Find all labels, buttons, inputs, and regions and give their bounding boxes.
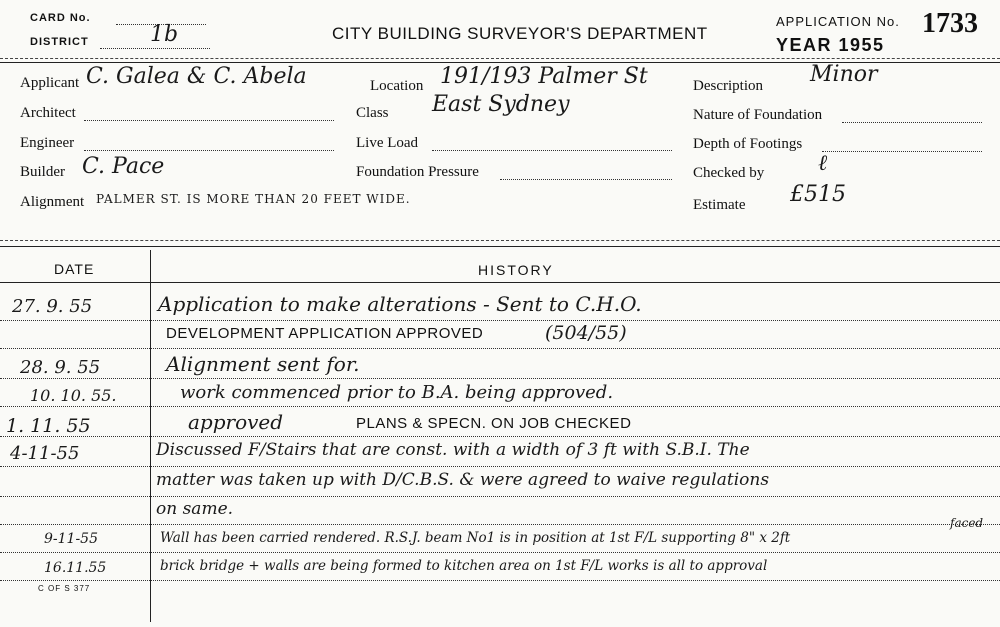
- estimate-label: Estimate: [693, 197, 746, 213]
- architect-label: Architect: [20, 105, 76, 121]
- history-stamp: PLANS & SPECN. ON JOB CHECKED: [356, 415, 632, 432]
- row-rule: [0, 378, 1000, 379]
- history-text: approved: [188, 410, 284, 434]
- foundation-pressure-line: [500, 179, 672, 180]
- card-no-label: CARD No.: [30, 12, 91, 24]
- estimate-value: £515: [790, 182, 846, 207]
- history-text: on same.: [156, 499, 234, 519]
- history-text: brick bridge + walls are being formed to kitchen area on 1st F/L works is all to approval: [160, 558, 768, 574]
- nature-foundation-label: Nature of Foundation: [693, 107, 823, 123]
- year-label: YEAR 1955: [776, 35, 885, 55]
- history-text: Application to make alterations - Sent to C.H.O.: [158, 292, 642, 316]
- row-rule: [0, 466, 1000, 467]
- date-column-header: DATE: [54, 261, 95, 277]
- live-load-line: [432, 150, 672, 151]
- applicant-label: Applicant: [20, 75, 80, 91]
- history-note: (504/55): [545, 322, 627, 344]
- builder-label: Builder: [20, 164, 65, 180]
- class-value: East Sydney: [432, 92, 570, 117]
- row-rule: [0, 406, 1000, 407]
- alignment-value: PALMER ST. IS MORE THAN 20 FEET WIDE.: [96, 192, 411, 206]
- description-value: Minor: [810, 62, 878, 87]
- history-date: 4-11-55: [10, 443, 80, 464]
- checked-by-label: Checked by: [693, 165, 765, 181]
- depth-footings-label: Depth of Footings: [693, 136, 803, 152]
- location-value: 191/193 Palmer St: [440, 64, 648, 89]
- engineer-line: [84, 150, 334, 151]
- history-text: work commenced prior to B.A. being approved.: [180, 382, 614, 403]
- application-number: 1733: [922, 8, 978, 39]
- fields-divider-2: [0, 246, 1000, 247]
- history-date: 9-11-55: [44, 531, 98, 547]
- history-text: Wall has been carried rendered. R.S.J. beam No1 is in position at 1st F/L supporting 8" x 2ft: [160, 530, 791, 546]
- history-date: 28. 9. 55: [20, 357, 101, 378]
- row-rule: [0, 580, 1000, 581]
- location-label: Location: [370, 78, 424, 94]
- header-divider-1: [0, 58, 1000, 59]
- class-label: Class: [356, 105, 389, 121]
- history-text: Alignment sent for.: [166, 352, 360, 376]
- nature-foundation-line: [842, 122, 982, 123]
- district-label: DISTRICT: [30, 36, 89, 48]
- row-rule: [0, 320, 1000, 321]
- application-label: APPLICATION No.: [776, 14, 900, 29]
- history-date: 1. 11. 55: [6, 415, 91, 437]
- row-rule: [0, 436, 1000, 437]
- depth-footings-line: [822, 151, 982, 152]
- row-rule: [0, 496, 1000, 497]
- applicant-value: C. Galea & C. Abela: [86, 64, 307, 89]
- history-stamp: DEVELOPMENT APPLICATION APPROVED: [166, 325, 484, 342]
- engineer-label: Engineer: [20, 135, 75, 151]
- margin-note: faced: [950, 516, 984, 530]
- district-line: [100, 48, 210, 49]
- form-code: C OF S 377: [38, 584, 91, 593]
- builder-value: C. Pace: [82, 154, 165, 179]
- fields-divider-1: [0, 240, 1000, 241]
- architect-line: [84, 120, 334, 121]
- history-text: Discussed F/Stairs that are const. with a width of 3 ft with S.B.I. The: [156, 440, 750, 460]
- alignment-label: Alignment: [20, 194, 85, 210]
- history-date: 16.11.55: [44, 560, 107, 576]
- history-text: matter was taken up with D/C.B.S. & were agreed to waive regulations: [156, 470, 770, 490]
- row-rule: [0, 524, 1000, 525]
- row-rule: [0, 348, 1000, 349]
- row-rule: [0, 552, 1000, 553]
- foundation-pressure-label: Foundation Pressure: [356, 164, 479, 180]
- history-date: 27. 9. 55: [12, 296, 93, 317]
- checked-by-value: ℓ: [818, 151, 828, 176]
- district-value: 1b: [150, 22, 179, 47]
- live-load-label: Live Load: [356, 135, 419, 151]
- department-title: CITY BUILDING SURVEYOR'S DEPARTMENT: [332, 24, 708, 43]
- description-label: Description: [693, 78, 763, 94]
- history-column-header: HISTORY: [478, 262, 554, 278]
- history-date: 10. 10. 55.: [30, 386, 117, 405]
